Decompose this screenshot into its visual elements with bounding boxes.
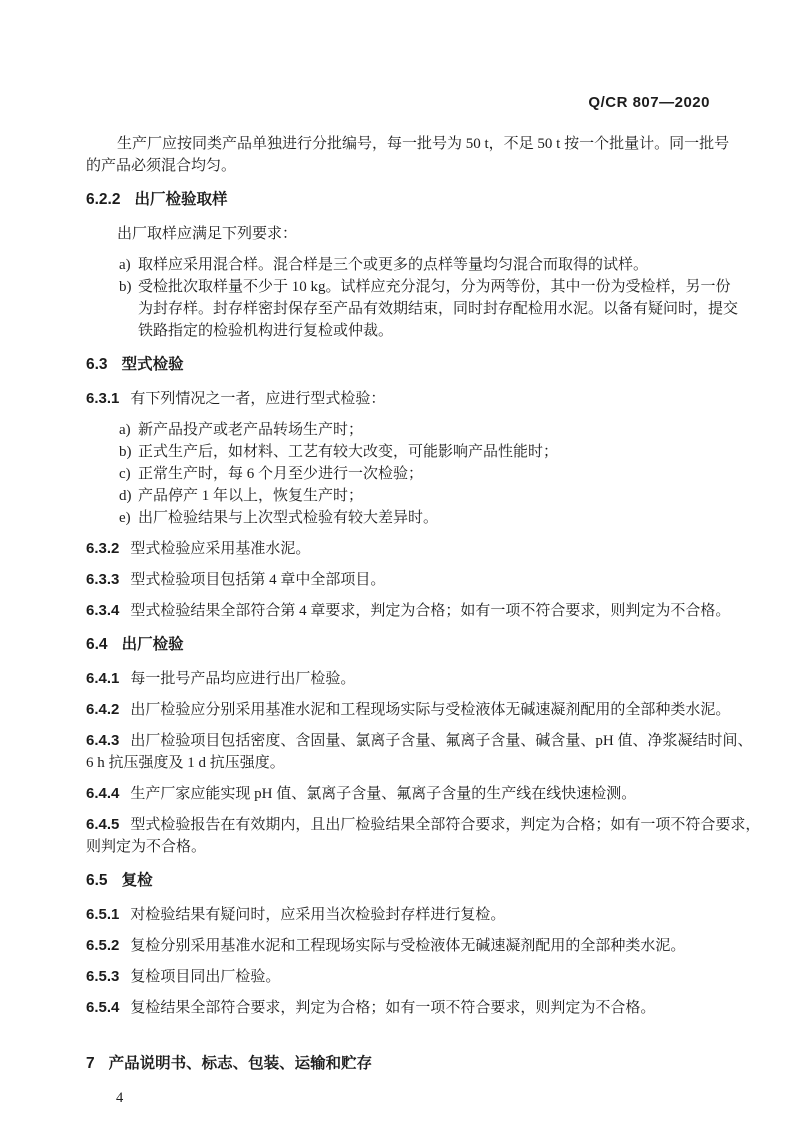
- clause-number: 6.5.4: [86, 999, 120, 1016]
- clause-heading: [86, 870, 710, 892]
- clause-text: 对检验结果有疑问时，应采用当次检验封存样进行复检。: [130, 907, 506, 923]
- clause-first-line: [86, 783, 710, 805]
- list-item-first-line: [119, 254, 710, 276]
- text-line: 为封存样。封存样密封保存至产品有效期结束，同时封存配检用水泥。以备有疑问时，提交: [138, 301, 739, 317]
- clause-number: 6.4.5: [86, 816, 120, 833]
- clause: [86, 569, 710, 591]
- clause-first-line: [86, 600, 731, 622]
- list-marker: a): [119, 257, 131, 273]
- clause-text: 型式检验报告在有效期内，且出厂检验结果全部符合要求，判定为合格；如有一项不符合要求，: [130, 817, 761, 833]
- clause-number: 6.5.3: [86, 968, 120, 985]
- clause-first-line: [86, 904, 710, 926]
- clause: [86, 935, 710, 957]
- clause-heading: [86, 354, 710, 376]
- paragraph: [86, 223, 710, 245]
- clause-first-line: [86, 730, 753, 752]
- clause-text: 复检项目同出厂检验。: [130, 969, 281, 985]
- clause-text: 出厂检验项目包括密度、含固量、氯离子含量、氟离子含量、碱含量、pH 值、净浆凝结时间、: [130, 733, 753, 749]
- list-item-first-line: [119, 276, 731, 298]
- clause-text: 型式检验结果全部符合第 4 章要求，判定为合格；如有一项不符合要求，则判定为不合格。: [130, 603, 731, 619]
- clause-title: 产品说明书、标志、包装、运输和贮存: [108, 1055, 373, 1072]
- lettered-list: [86, 254, 739, 342]
- clause-number: 6.3.3: [86, 571, 120, 588]
- list-marker: e): [119, 510, 131, 526]
- list-item: [86, 463, 710, 485]
- text-line: 生产厂应按同类产品单独进行分批编号，每一批号为 50 t，不足 50 t 按一个批量计。同一批号: [117, 136, 730, 152]
- clause-number: 6.4.4: [86, 785, 120, 802]
- list-item-first-line: [119, 419, 710, 441]
- clause-number: 6.5: [86, 872, 108, 889]
- list-item-text: 取样应采用混合样。混合样是三个或更多的点样等量均匀混合而取得的试样。: [138, 257, 649, 273]
- clause: [86, 966, 710, 988]
- text-line: 的产品必须混合均匀。: [86, 158, 237, 174]
- document-content: [86, 133, 761, 1075]
- clause-number: 6.4.1: [86, 670, 120, 687]
- clause-number: 6.3: [86, 356, 108, 373]
- list-item: [86, 441, 710, 463]
- clause: [86, 904, 710, 926]
- clause: [86, 600, 731, 622]
- clause-text: 出厂检验应分别采用基准水泥和工程现场实际与受检液体无碱速凝剂配用的全部种类水泥。: [130, 702, 731, 718]
- clause: [86, 730, 753, 774]
- clause-first-line: [86, 699, 731, 721]
- clause-first-line: [86, 538, 710, 560]
- clause-first-line: [86, 935, 710, 957]
- clause: [86, 668, 710, 690]
- text-line: 6 h 抗压强度及 1 d 抗压强度。: [86, 755, 285, 771]
- clause-heading: [86, 189, 710, 211]
- list-item: [86, 276, 739, 342]
- clause-text: 型式检验项目包括第 4 章中全部项目。: [130, 572, 386, 588]
- clause: [86, 814, 761, 858]
- clause-text: 有下列情况之一者，应进行型式检验：: [130, 391, 386, 407]
- clause-first-line: [86, 997, 710, 1019]
- clause-number: 6.4.2: [86, 701, 120, 718]
- clause-first-line: [86, 569, 710, 591]
- clause-number: 6.4: [86, 636, 108, 653]
- text-line: 出厂取样应满足下列要求：: [117, 226, 298, 242]
- clause: [86, 997, 710, 1019]
- list-item: [86, 254, 710, 276]
- clause: [86, 699, 731, 721]
- clause-number: 6.3.2: [86, 540, 120, 557]
- clause-title: 型式检验: [121, 356, 184, 373]
- clause: [86, 538, 710, 560]
- list-item-text: 正式生产后，如材料、工艺有较大改变，可能影响产品性能时；: [138, 444, 559, 460]
- text-line: 则判定为不合格。: [86, 839, 207, 855]
- list-item: [86, 419, 710, 441]
- clause-text: 生产厂家应能实现 pH 值、氯离子含量、氟离子含量的生产线在线快速检测。: [130, 786, 637, 802]
- clause-title: 出厂检验取样: [134, 191, 228, 208]
- clause-text: 复检分别采用基准水泥和工程现场实际与受检液体无碱速凝剂配用的全部种类水泥。: [130, 938, 686, 954]
- document-code: Q/CR 807—2020: [588, 94, 710, 111]
- list-item-first-line: [119, 485, 710, 507]
- clause-text: 型式检验应采用基准水泥。: [130, 541, 311, 557]
- list-item-text: 出厂检验结果与上次型式检验有较大差异时。: [138, 510, 439, 526]
- clause-number: 6.2.2: [86, 191, 121, 208]
- clause-first-line: [86, 388, 710, 410]
- clause-first-line: [86, 668, 710, 690]
- list-item-first-line: [119, 441, 710, 463]
- list-item-text: 受检批次取样量不少于 10 kg。试样应充分混匀，分为两等份，其中一份为受检样，另一份: [138, 279, 731, 295]
- clause-title: 出厂检验: [121, 636, 184, 653]
- list-item: [86, 507, 710, 529]
- list-marker: c): [119, 466, 131, 482]
- list-item-text: 新产品投产或老产品转场生产时；: [138, 422, 364, 438]
- clause: [86, 388, 710, 410]
- list-item: [86, 485, 710, 507]
- lettered-list: [86, 419, 710, 529]
- list-marker: b): [119, 444, 132, 460]
- text-line: 铁路指定的检验机构进行复检或仲裁。: [138, 323, 394, 339]
- clause-number: 7: [86, 1055, 95, 1072]
- clause-number: 6.5.2: [86, 937, 120, 954]
- clause: [86, 783, 710, 805]
- list-item-text: 产品停产 1 年以上，恢复生产时；: [138, 488, 364, 504]
- clause-text: 复检结果全部符合要求，判定为合格；如有一项不符合要求，则判定为不合格。: [130, 1000, 656, 1016]
- list-marker: b): [119, 279, 132, 295]
- clause-text: 每一批号产品均应进行出厂检验。: [130, 671, 356, 687]
- list-marker: a): [119, 422, 131, 438]
- clause-first-line: [86, 966, 710, 988]
- clause-heading: [86, 634, 710, 656]
- clause-number: 6.3.1: [86, 390, 120, 407]
- clause-number: 6.4.3: [86, 732, 120, 749]
- paragraph: [86, 133, 730, 177]
- list-item-first-line: [119, 463, 710, 485]
- clause-first-line: [86, 814, 761, 836]
- list-marker: d): [119, 488, 132, 504]
- list-item-text: 正常生产时，每 6 个月至少进行一次检验；: [138, 466, 424, 482]
- page-header: [86, 93, 710, 113]
- clause-title: 复检: [121, 872, 153, 889]
- clause-number: 6.5.1: [86, 906, 120, 923]
- clause-number: 6.3.4: [86, 602, 120, 619]
- list-item-first-line: [119, 507, 710, 529]
- clause-heading: [86, 1053, 710, 1075]
- page-number: 4: [116, 1090, 124, 1106]
